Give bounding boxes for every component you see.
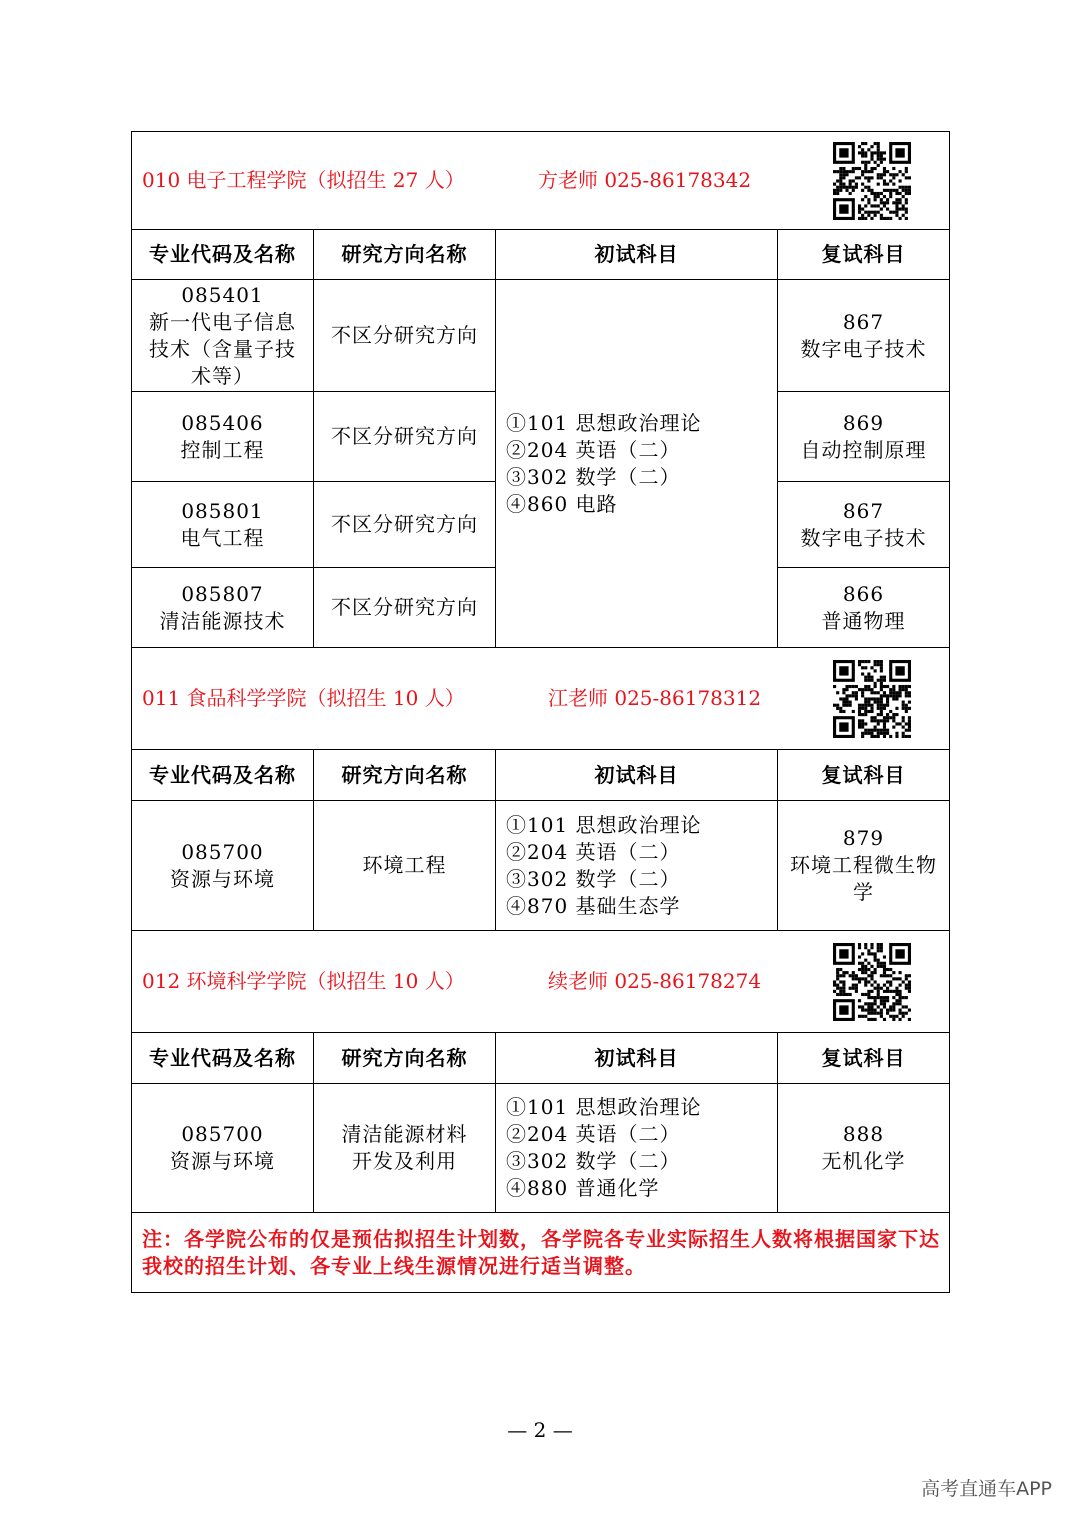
direction-cell: 不区分研究方向 (314, 392, 496, 482)
major-cell (132, 1084, 314, 1213)
major-name: 电气工程 (180, 525, 265, 550)
retest-name: 自动控制原理 (800, 437, 927, 462)
exam-subject: ②204 英语（二） (506, 839, 681, 864)
retest-code: 866 (842, 581, 885, 606)
major-name: 新一代电子信息技术（含量子技术等） (149, 309, 296, 388)
direction-cell: 不区分研究方向 (314, 280, 496, 392)
college-header-row (132, 132, 950, 230)
major-name: 清洁能源技术 (159, 608, 286, 633)
column-header-direction: 研究方向名称 (314, 750, 496, 801)
column-header-major: 专业代码及名称 (132, 750, 314, 801)
exam-subject: ②204 英语（二） (506, 1122, 681, 1146)
college-header (132, 931, 950, 1033)
retest-name: 数字电子技术 (800, 336, 927, 361)
retest-cell (778, 392, 950, 482)
qr-code-icon (833, 660, 911, 738)
college-name: 012 环境科学学院（拟招生 10 人） (142, 968, 465, 993)
major-cell (132, 280, 314, 392)
exam-subjects-cell (496, 280, 778, 648)
major-code: 085401 (181, 282, 264, 307)
direction-cell: 不区分研究方向 (314, 568, 496, 648)
column-header-major: 专业代码及名称 (132, 1033, 314, 1084)
watermark: 高考直通车APP (921, 1478, 1052, 1500)
college-header (132, 648, 950, 750)
major-name: 资源与环境 (170, 866, 275, 891)
table-row (132, 1084, 950, 1213)
major-name: 控制工程 (180, 437, 265, 462)
exam-subjects-cell (496, 801, 778, 931)
major-name: 资源与环境 (170, 1149, 275, 1173)
college-name: 010 电子工程学院（拟招生 27 人） (142, 167, 465, 192)
major-code: 085700 (181, 1122, 264, 1146)
exam-subject: ④870 基础生态学 (506, 893, 681, 918)
contact-info: 江老师 025-86178312 (548, 685, 762, 710)
retest-cell (778, 568, 950, 648)
contact-info: 续老师 025-86178274 (548, 968, 762, 993)
column-header-exam: 初试科目 (496, 750, 778, 801)
retest-code: 867 (842, 309, 885, 334)
exam-subject: ③302 数学（二） (506, 866, 681, 891)
contact-info: 方老师 025-86178342 (538, 167, 752, 192)
retest-cell (778, 280, 950, 392)
exam-subject: ③302 数学（二） (506, 464, 681, 489)
exam-subject: ②204 英语（二） (506, 437, 681, 462)
column-header-retest: 复试科目 (778, 750, 950, 801)
exam-subject: ①101 思想政治理论 (506, 1095, 702, 1119)
exam-subject: ④880 普通化学 (506, 1176, 660, 1200)
college-header (132, 132, 950, 230)
retest-code: 888 (842, 1122, 885, 1146)
retest-name: 普通物理 (821, 608, 906, 633)
major-code: 085807 (181, 581, 264, 606)
retest-name: 数字电子技术 (800, 525, 927, 550)
column-header-major: 专业代码及名称 (132, 230, 314, 280)
column-header-direction: 研究方向名称 (314, 1033, 496, 1084)
exam-subject: ④860 电路 (506, 491, 618, 516)
college-name: 011 食品科学学院（拟招生 10 人） (142, 685, 465, 710)
retest-cell (778, 1084, 950, 1213)
major-cell (132, 482, 314, 568)
page-number: — 2 — (507, 1418, 573, 1442)
direction-cell: 不区分研究方向 (314, 482, 496, 568)
retest-cell (778, 801, 950, 931)
retest-name: 环境工程微生物学 (790, 853, 937, 904)
exam-subject: ③302 数学（二） (506, 1149, 681, 1173)
major-code: 085700 (181, 839, 264, 864)
footnote: 注：各学院公布的仅是预估拟招生计划数，各学院各专业实际招生人数将根据国家下达我校的招生计划、各专业上线生源情况进行适当调整。 (132, 1213, 950, 1293)
admissions-table (131, 131, 950, 1293)
column-header-direction: 研究方向名称 (314, 230, 496, 280)
column-header-retest: 复试科目 (778, 1033, 950, 1084)
note-row (132, 1213, 950, 1293)
retest-name: 无机化学 (821, 1149, 906, 1173)
major-code: 085406 (181, 410, 264, 435)
major-cell (132, 568, 314, 648)
exam-subjects-cell (496, 1084, 778, 1213)
direction-cell: 环境工程 (314, 801, 496, 931)
column-header-retest: 复试科目 (778, 230, 950, 280)
table-row (132, 801, 950, 931)
direction-cell: 清洁能源材料开发及利用 (314, 1084, 496, 1213)
college-header-row (132, 931, 950, 1033)
column-header-row (132, 1033, 950, 1084)
retest-code: 879 (842, 826, 885, 850)
major-cell (132, 392, 314, 482)
column-header-row (132, 230, 950, 280)
retest-cell (778, 482, 950, 568)
major-cell (132, 801, 314, 931)
major-code: 085801 (181, 498, 264, 523)
exam-subject: ①101 思想政治理论 (506, 812, 702, 837)
exam-subject: ①101 思想政治理论 (506, 410, 702, 435)
college-header-row (132, 648, 950, 750)
column-header-row (132, 750, 950, 801)
column-header-exam: 初试科目 (496, 1033, 778, 1084)
retest-code: 869 (842, 410, 885, 435)
retest-code: 867 (842, 498, 885, 523)
column-header-exam: 初试科目 (496, 230, 778, 280)
qr-code-icon (833, 943, 911, 1021)
table-row (132, 280, 950, 392)
qr-code-icon (833, 142, 911, 220)
